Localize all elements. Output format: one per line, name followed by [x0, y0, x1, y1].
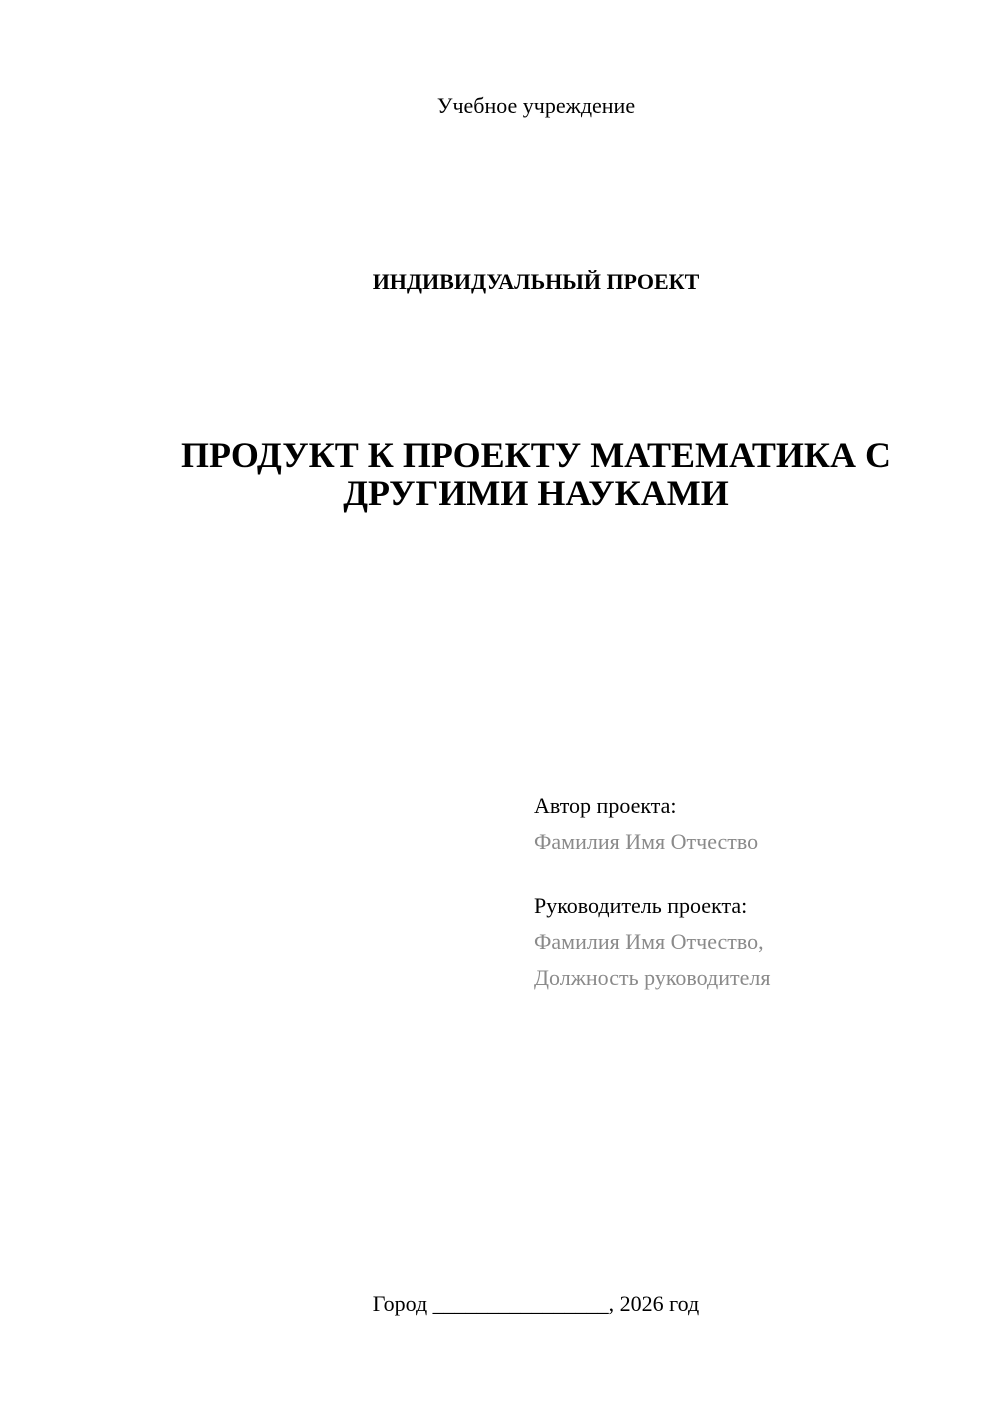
supervisor-label: Руководитель проекта: — [534, 893, 748, 918]
supervisor-position: Должность руководителя — [534, 965, 771, 990]
document-type: ИНДИВИДУАЛЬНЫЙ ПРОЕКТ — [372, 269, 700, 294]
info-spacer — [534, 860, 974, 888]
supervisor-name: Фамилия Имя Отчество, — [534, 929, 764, 954]
institution-name: Учебное учреждение — [436, 93, 636, 118]
author-name: Фамилия Имя Отчество — [534, 829, 759, 854]
project-info-block — [534, 788, 974, 996]
project-title-line-2: ДРУГИМИ НАУКАМИ — [343, 473, 729, 513]
project-title — [120, 436, 952, 512]
author-label: Автор проекта: — [534, 793, 677, 818]
city-year-line: Город ________________, 2026 год — [372, 1291, 700, 1316]
project-title-line-1: ПРОДУКТ К ПРОЕКТУ МАТЕМАТИКА С — [181, 435, 891, 475]
